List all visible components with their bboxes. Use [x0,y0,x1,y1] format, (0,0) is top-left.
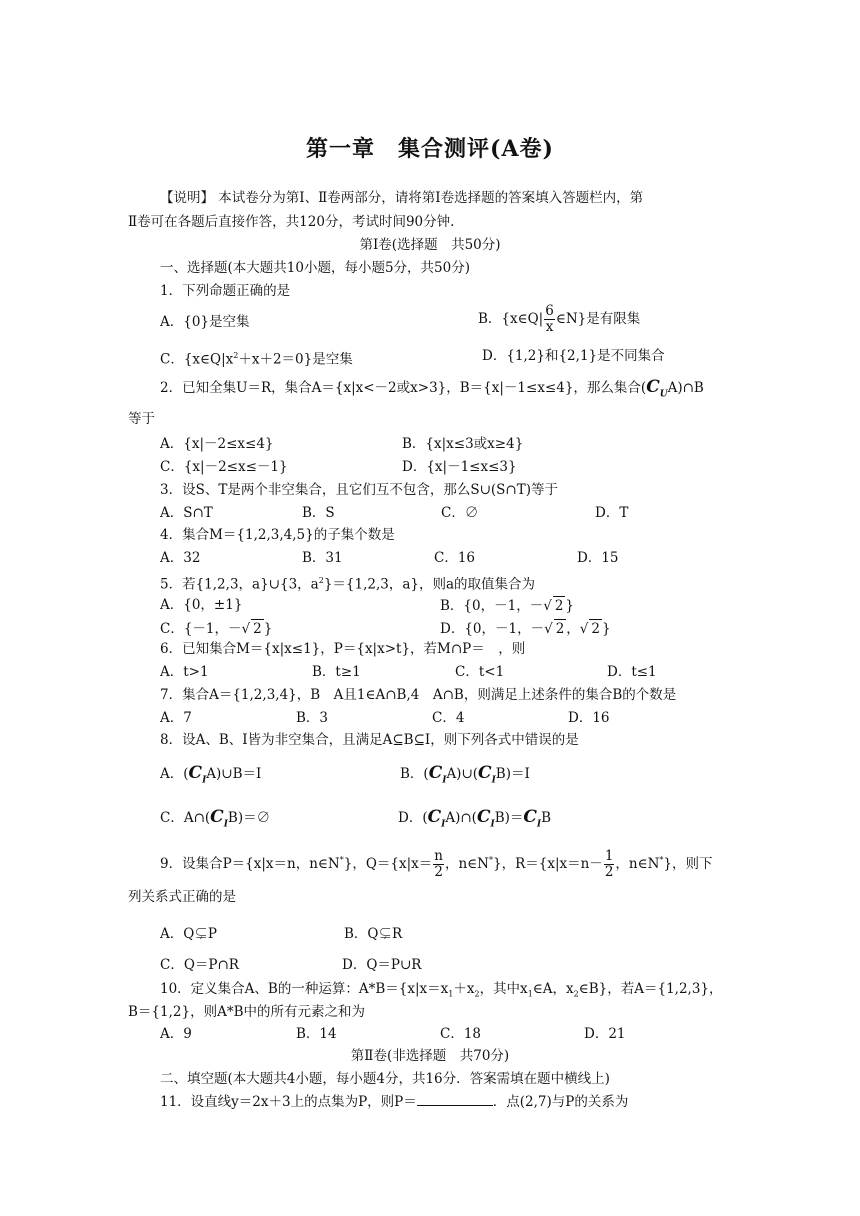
q3-option-b: B．S [302,505,335,521]
intro-line-2: Ⅱ卷可在各题后直接作答，共120分，考试时间90分钟. [128,214,455,230]
q3-option-a: A．S∩T [160,505,213,521]
page-title: 第一章 集合测评(A卷) [306,136,554,162]
q9-option-a: A．Q⊊P [160,926,217,942]
q6-stem: 6．已知集合M＝{x|x≤1}，P＝{x|x>t}，若M∩P＝ ，则 [160,641,526,657]
sqrt-symbol: √ [543,598,552,614]
q2-stem-cont: 等于 [128,411,155,427]
q1-option-c: C．$\{x\in Q|x^2+x+2=0\}$是空集 [160,351,353,368]
q2-stem: 2．已知全集U＝R，集合A＝{x|x<－2或x>3}，B＝{x|－1≤x≤4}，那么集合$(C_UA)\cap B$ [160,377,704,400]
q5-stem: 5．若{1,2,3，a}∪{3，$a^2\}=\{1,2,3$，a}，则a的取值集合为 [160,576,536,593]
part2-section: 二、填空题(本大题共4小题，每小题4分，共16分．答案需填在题中横线上) [160,1071,610,1087]
part1-section: 一、选择题(本大题共10小题，每小题5分，共50分) [160,260,470,276]
q4-stem: 4．集合M＝{1,2,3,4,5}的子集个数是 [160,527,395,543]
q10-stem-cont: B＝{1,2}，则A*B中的所有元素之和为 [128,1004,365,1020]
q8-option-b: B．$(C_IA)\cup(C_IB)=I$ [400,763,530,786]
q8-option-c: C．$A\cap(C_IB)=\emptyset$ [160,807,271,830]
q5-option-a: A．{0，±1} [160,597,243,613]
q8-option-d: D．$(C_IA)\cap(C_IB)=C_IB$ [398,807,552,830]
q1-option-d: D．{1,2}和{2,1}是不同集合 [482,348,665,364]
q10-option-a: A．9 [160,1026,192,1042]
q6-option-c: C．t<1 [455,664,505,680]
q10-option-b: B．14 [296,1026,337,1042]
sqrt-symbol: √ [544,621,553,637]
q2-option-a: A．{x|－2≤x≤4} [160,436,274,452]
q3-stem: 3．设S、T是两个非空集合，且它们互不包含，那么S∪(S∩T)等于 [160,482,558,498]
complement-symbol: $C_I$ [210,807,228,830]
q1-stem: 1．下列命题正确的是 [160,283,291,299]
q8-option-a: A．$(C_IA)\cup B=I$ [160,763,262,786]
q10-stem: 10．定义集合A、B的一种运算：$A*B=\{x|x=x_1+x_2$，其中$x_1\in A$，$x_2\in B$}，若A＝{1,2,3}， [160,981,723,999]
fraction: $\frac{n}{2}$ [434,848,443,880]
q7-option-b: B．3 [296,710,329,726]
q7-option-a: A．7 [160,710,192,726]
q9-stem-cont: 列关系式正确的是 [128,889,236,905]
intro-line-1: 【说明】 本试卷分为第Ⅰ、Ⅱ卷两部分，请将第Ⅰ卷选择题的答案填入答题栏内，第 [160,190,644,206]
sqrt-symbol: √ [579,621,589,637]
q5-option-d: D．{0，－1，－√ 2 ，√ 2 } [440,621,611,637]
answer-blank[interactable] [417,1093,493,1106]
q3-option-c: C．∅ [441,505,479,521]
q4-option-a: A．32 [160,550,201,566]
q1-option-a: A．{0}是空集 [160,314,250,330]
q10-option-d: D．21 [584,1026,626,1042]
q6-option-d: D．t≤1 [607,664,657,680]
complement-symbol: $C_I$ [188,763,207,786]
complement-symbol: $C_I$ [427,807,446,830]
q9-option-d: D．Q＝P∪R [342,957,422,973]
q4-option-b: B．31 [302,550,343,566]
complement-symbol: $C_U$ [646,377,668,400]
q3-option-d: D．T [595,505,629,521]
q1-option-b: B．{x∈Q| $\frac{6}{x}$ ∈N}是有限集 [478,303,641,335]
q7-option-d: D．16 [568,710,610,726]
q7-option-c: C．4 [432,710,465,726]
q2-option-d: D．{x|－1≤x≤3} [402,459,517,475]
sqrt-symbol: √ [241,621,251,637]
fraction: $\frac{6}{x}$ [545,303,554,335]
q4-option-d: D．15 [577,550,619,566]
part1-heading: 第Ⅰ卷(选择题 共50分) [359,237,501,253]
complement-symbol: $C_I$ [476,807,495,830]
q2-option-b: B．{x|x≤3或x≥4} [402,436,524,452]
q7-stem: 7．集合A＝{1,2,3,4}，B A且1∈A∩B,4 A∩B，则满足上述条件的集合B的个数是 [160,687,677,703]
q2-option-c: C．{x|－2≤x≤－1} [160,459,288,475]
q11-stem: 11．设直线y＝2x＋3上的点集为P，则P＝ ．点(2,7)与P的关系为 [160,1094,629,1110]
q8-stem: 8．设A、B、I皆为非空集合，且满足A⊆B⊆I，则下列各式中错误的是 [160,732,579,748]
fraction: $\frac{1}{2}$ [604,848,614,880]
q6-option-b: B．t≥1 [312,664,361,680]
complement-symbol: $C_I$ [523,807,542,830]
q4-option-c: C．16 [434,550,476,566]
q9-stem: 9．设集合P＝{x|x＝n，n∈N*}，Q＝{x|x＝ $\frac{n}{2}$ ，n∈N*}，R＝{x|x＝n－ $\frac{1}{2}$ ，n∈N*}，则下 [160,848,713,880]
q6-option-a: A．t>1 [160,664,209,680]
complement-symbol: $C_I$ [428,763,447,786]
q9-option-c: C．Q＝P∩R [160,957,239,973]
q9-option-b: B．Q⊊R [344,926,403,942]
q5-option-c: C．{－1，－√ 2 } [160,621,273,637]
q10-option-c: C．18 [440,1026,482,1042]
part2-heading: 第Ⅱ卷(非选择题 共70分) [350,1048,510,1064]
q5-option-b: B．{0，－1，－√ 2 } [440,598,574,614]
complement-symbol: $C_I$ [478,763,496,786]
